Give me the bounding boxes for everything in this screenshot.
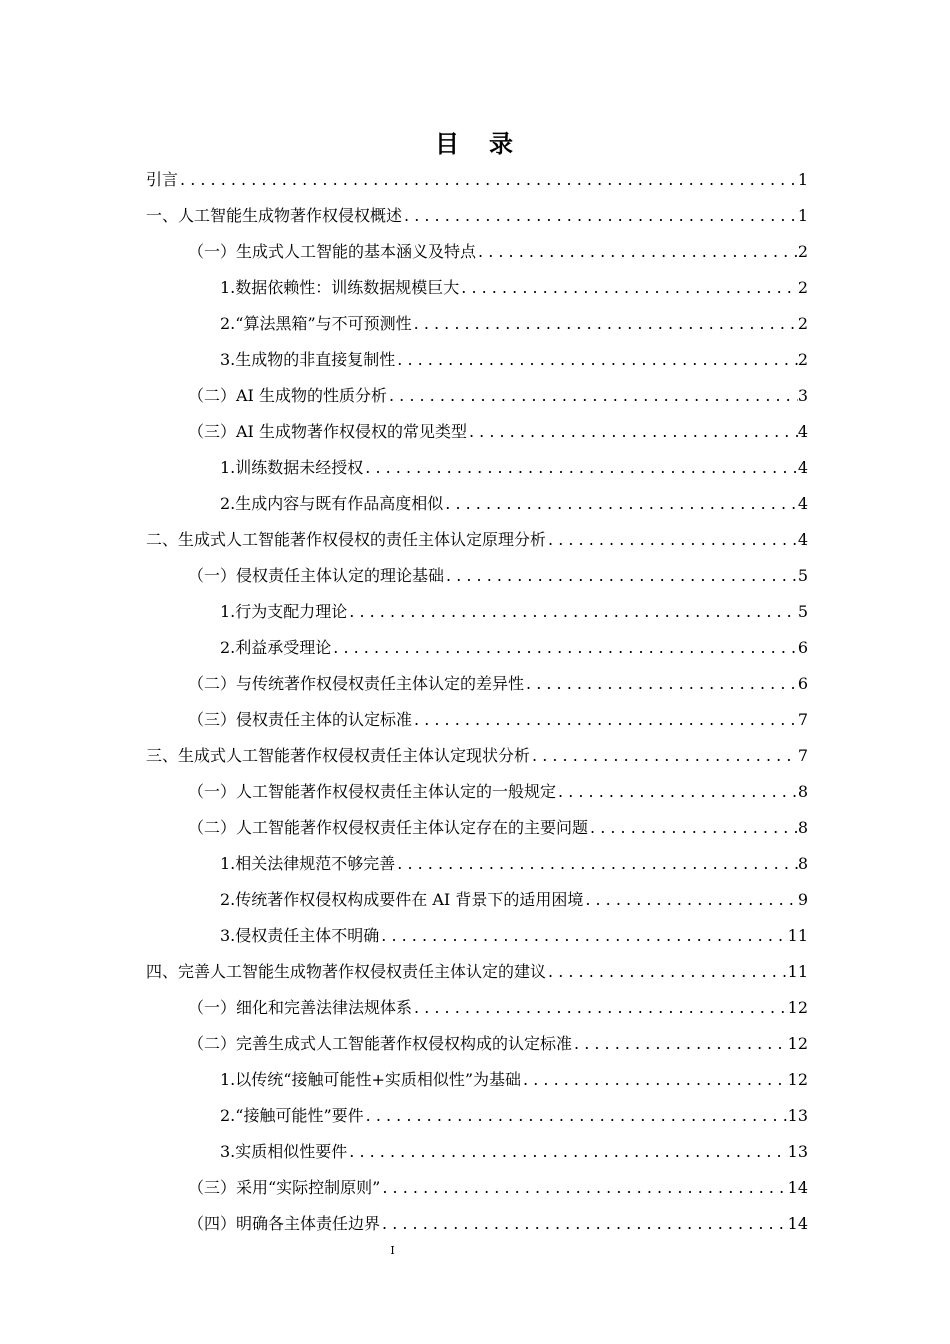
toc-entry-text: （三）AI 生成物著作权侵权的常见类型: [188, 422, 467, 441]
toc-leader-dots: [331, 630, 798, 666]
toc-entry-page: 4: [797, 422, 808, 441]
toc-leader-dots: [395, 342, 798, 378]
toc-leader-dots: [412, 702, 798, 738]
toc-entry-text: （二）完善生成式人工智能著作权侵权构成的认定标准: [188, 1034, 573, 1053]
toc-entry-page: 14: [787, 1178, 808, 1197]
toc-leader-dots: [476, 234, 798, 270]
toc-leader-dots: [178, 162, 798, 198]
toc-leader-dots: [530, 738, 798, 774]
toc-leader-dots: [588, 810, 798, 846]
toc-entry[interactable]: [146, 774, 808, 810]
toc-entry-page: 8: [797, 782, 808, 801]
toc-entry[interactable]: [146, 702, 808, 738]
toc-leader-dots: [412, 990, 788, 1026]
toc-entry-text: （三）采用“实际控制原则”: [188, 1178, 381, 1197]
toc-entry[interactable]: [146, 954, 808, 990]
toc-leader-dots: [379, 918, 787, 954]
toc-entry-text: 2.“接触可能性”要件: [220, 1106, 364, 1125]
toc-entry-text: 二、生成式人工智能著作权侵权的责任主体认定原理分析: [146, 530, 547, 549]
toc-entry[interactable]: [146, 558, 808, 594]
toc-entry[interactable]: [146, 1062, 808, 1098]
toc-leader-dots: [380, 1170, 787, 1206]
toc-leader-dots: [412, 306, 798, 342]
toc-entry-page: 11: [787, 962, 808, 981]
toc-entry-text: 3.实质相似性要件: [220, 1142, 348, 1161]
toc-entry-page: 5: [797, 602, 808, 621]
toc-leader-dots: [556, 774, 798, 810]
toc-entry-text: 1.相关法律规范不够完善: [220, 854, 396, 873]
toc-leader-dots: [363, 450, 798, 486]
toc-entry[interactable]: [146, 270, 808, 306]
toc-entry-page: 7: [797, 710, 808, 729]
toc-title-char-1: 目: [435, 129, 461, 158]
toc-leader-dots: [364, 1098, 788, 1134]
toc-entry-text: 四、完善人工智能生成物著作权侵权责任主体认定的建议: [146, 962, 547, 981]
toc-entry[interactable]: [146, 378, 808, 414]
toc-entry-page: 8: [797, 818, 808, 837]
toc-entry[interactable]: [146, 738, 808, 774]
toc-entry[interactable]: [146, 1134, 808, 1170]
toc-entry-text: （二）人工智能著作权侵权责任主体认定存在的主要问题: [188, 818, 589, 837]
toc-entry[interactable]: [146, 306, 808, 342]
toc-entry-page: 4: [797, 494, 808, 513]
toc-entry[interactable]: [146, 810, 808, 846]
toc-entry-page: 13: [787, 1106, 808, 1125]
toc-entry-text: 1.数据依赖性：训练数据规模巨大: [220, 278, 460, 297]
toc-entry-text: 1.以传统“接触可能性+实质相似性”为基础: [220, 1070, 522, 1089]
toc-entry-page: 6: [797, 674, 808, 693]
toc-entry[interactable]: [146, 630, 808, 666]
toc-entry-page: 4: [797, 530, 808, 549]
toc-entry-page: 3: [797, 386, 808, 405]
toc-entry-text: （二）AI 生成物的性质分析: [188, 386, 387, 405]
toc-leader-dots: [380, 1206, 788, 1242]
toc-leader-dots: [347, 1134, 787, 1170]
toc-entry[interactable]: [146, 162, 808, 198]
toc-entry-page: 5: [797, 566, 808, 585]
toc-entry[interactable]: [146, 918, 808, 954]
toc-entry[interactable]: [146, 486, 808, 522]
toc-entry[interactable]: [146, 1170, 808, 1206]
toc-leader-dots: [583, 882, 797, 918]
toc-leader-dots: [402, 198, 798, 234]
toc-entry[interactable]: [146, 846, 808, 882]
toc-entry[interactable]: [146, 414, 808, 450]
toc-title: [0, 124, 950, 159]
toc-entry-page: 12: [787, 1034, 808, 1053]
toc-entry[interactable]: [146, 990, 808, 1026]
page-number: I: [390, 1244, 395, 1257]
toc-entry-page: 7: [797, 746, 808, 765]
toc-entry-text: 引言: [146, 170, 179, 189]
toc-entry-text: （三）侵权责任主体的认定标准: [188, 710, 413, 729]
toc-entry-page: 6: [797, 638, 808, 657]
toc-entry[interactable]: [146, 198, 808, 234]
toc-entry-text: 2.利益承受理论: [220, 638, 332, 657]
toc-entry-text: 三、生成式人工智能著作权侵权责任主体认定现状分析: [146, 746, 531, 765]
toc-leader-dots: [444, 558, 798, 594]
toc-leader-dots: [387, 378, 798, 414]
toc-entry-page: 2: [797, 278, 808, 297]
toc-entry-text: 2.“算法黑箱”与不可预测性: [220, 314, 412, 333]
toc-entry-page: 2: [797, 314, 808, 333]
toc-entry[interactable]: [146, 342, 808, 378]
toc-title-char-2: 录: [489, 129, 515, 158]
toc-entry[interactable]: [146, 1026, 808, 1062]
toc-entry[interactable]: [146, 1206, 808, 1242]
toc-entry[interactable]: [146, 666, 808, 702]
toc-entry-page: 4: [797, 458, 808, 477]
toc-entry[interactable]: [146, 234, 808, 270]
toc-entry-text: 2.生成内容与既有作品高度相似: [220, 494, 444, 513]
toc-leader-dots: [467, 414, 798, 450]
toc-leader-dots: [347, 594, 798, 630]
toc-entry-text: 1.训练数据未经授权: [220, 458, 364, 477]
toc-entry-page: 13: [787, 1142, 808, 1161]
toc-list: [146, 162, 808, 1242]
toc-entry-page: 1: [797, 170, 808, 189]
toc-entry-page: 8: [797, 854, 808, 873]
toc-entry-page: 12: [787, 998, 808, 1017]
toc-entry[interactable]: [146, 450, 808, 486]
toc-entry-text: （一）细化和完善法律法规体系: [188, 998, 413, 1017]
toc-entry-page: 1: [797, 206, 808, 225]
toc-entry-page: 11: [787, 926, 808, 945]
toc-leader-dots: [524, 666, 798, 702]
toc-entry-text: （一）侵权责任主体认定的理论基础: [188, 566, 445, 585]
toc-leader-dots: [572, 1026, 788, 1062]
toc-entry[interactable]: [146, 1098, 808, 1134]
toc-entry-text: （一）生成式人工智能的基本涵义及特点: [188, 242, 477, 261]
toc-leader-dots: [459, 270, 798, 306]
toc-leader-dots: [443, 486, 798, 522]
toc-entry[interactable]: [146, 882, 808, 918]
toc-entry-text: 1.行为支配力理论: [220, 602, 348, 621]
toc-leader-dots: [546, 954, 788, 990]
toc-entry[interactable]: [146, 522, 808, 558]
toc-leader-dots: [521, 1062, 788, 1098]
toc-leader-dots: [395, 846, 798, 882]
toc-leader-dots: [546, 522, 798, 558]
toc-entry-page: 14: [787, 1214, 808, 1233]
toc-entry-page: 12: [787, 1070, 808, 1089]
toc-entry[interactable]: [146, 594, 808, 630]
toc-entry-text: 一、人工智能生成物著作权侵权概述: [146, 206, 403, 225]
toc-entry-text: 3.生成物的非直接复制性: [220, 350, 396, 369]
toc-entry-text: 2.传统著作权侵权构成要件在 AI 背景下的适用困境: [220, 890, 584, 909]
toc-entry-text: （四）明确各主体责任边界: [188, 1214, 381, 1233]
toc-entry-page: 2: [797, 242, 808, 261]
toc-entry-page: 2: [797, 350, 808, 369]
toc-entry-text: 3.侵权责任主体不明确: [220, 926, 380, 945]
toc-entry-text: （二）与传统著作权侵权责任主体认定的差异性: [188, 674, 525, 693]
toc-entry-page: 9: [797, 890, 808, 909]
toc-entry-text: （一）人工智能著作权侵权责任主体认定的一般规定: [188, 782, 557, 801]
